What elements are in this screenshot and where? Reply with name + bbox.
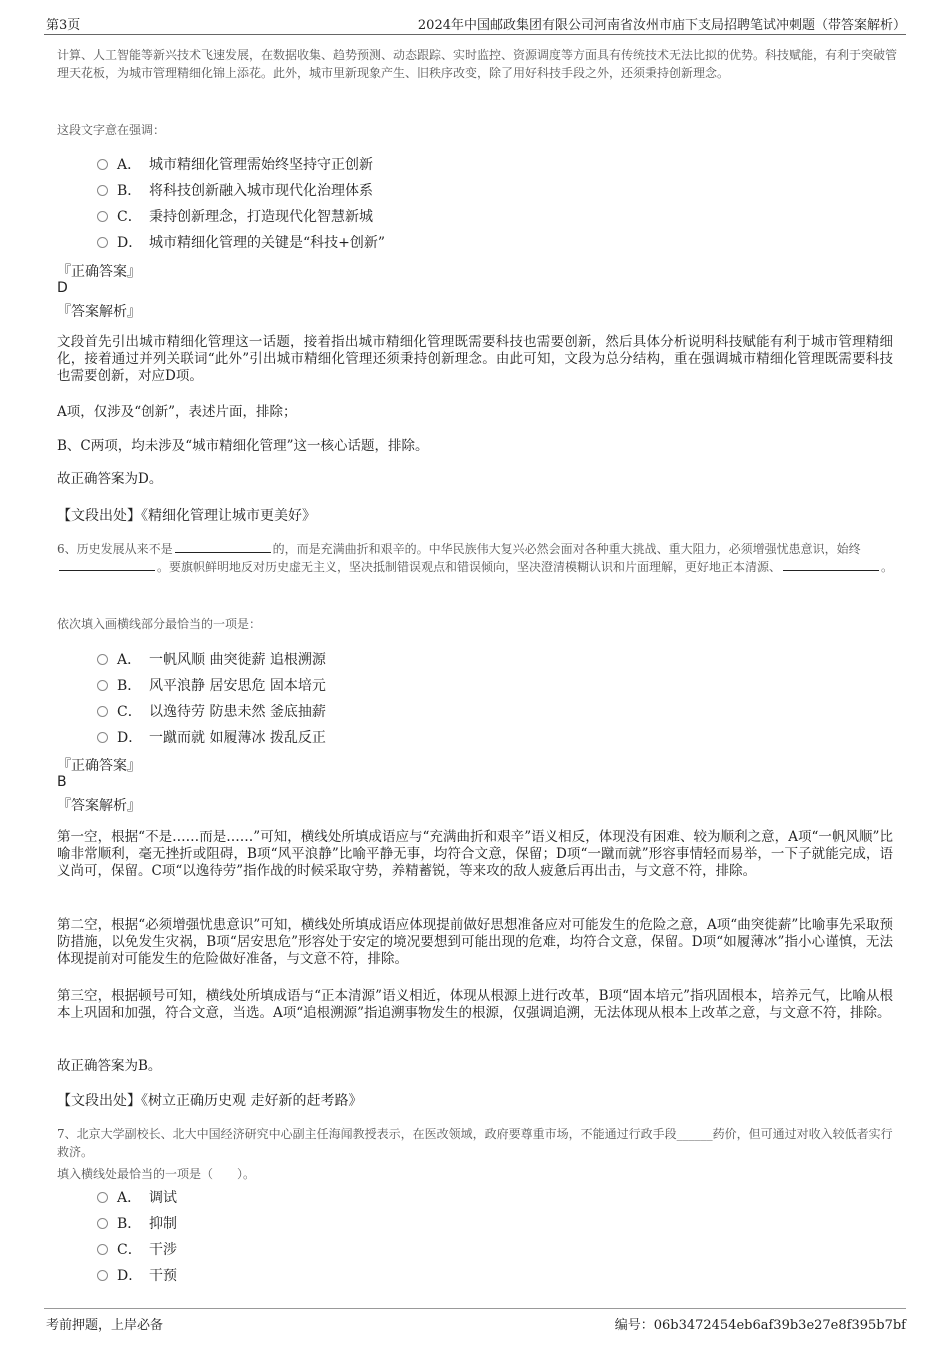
q6-option-c[interactable] xyxy=(97,700,326,722)
q5-analysis-label: 『答案解析』 xyxy=(57,304,141,320)
q6-analysis-p2: 第二空，根据“必须增强忧患意识”可知，横线处所填成语应体现提前做好思想准备应对可能发生的危险之意，A项“曲突徙薪”比喻事先采取预防措施，以免发生灾祸，B项“居安思危”形容处于安定的境况要想到可能出现的危难，均符合文意，保留。D项“如履薄冰”指小心谨慎，无法体现提前对可能发生的危险做好准备，与文意不符，排除。 xyxy=(57,917,893,967)
option-letter: C． xyxy=(117,1242,142,1258)
option-letter: C． xyxy=(117,209,142,225)
q5-analysis-p3: B、C两项，均未涉及“城市精细化管理”这一核心话题，排除。 xyxy=(57,438,429,454)
page-header xyxy=(0,0,950,36)
q5-option-c[interactable] xyxy=(97,205,373,227)
q5-prompt: 这段文字意在强调： xyxy=(57,123,166,137)
q6-stem-part3: 。要旗帜鲜明地反对历史虚无主义，坚决抵制错误观点和错误倾向，坚决澄清模糊认识和片面理解，更好地正本清源、 xyxy=(157,560,782,574)
option-letter: D． xyxy=(117,730,143,746)
option-text: 抑制 xyxy=(149,1216,177,1232)
radio-icon[interactable] xyxy=(97,732,108,743)
option-text: 风平浪静 居安思危 固本培元 xyxy=(149,678,326,694)
radio-icon[interactable] xyxy=(97,159,108,170)
option-letter: D． xyxy=(117,235,143,251)
option-text: 城市精细化管理的关键是“科技+创新” xyxy=(149,235,386,251)
option-text: 一帆风顺 曲突徙薪 追根溯源 xyxy=(149,652,326,668)
option-letter: A． xyxy=(117,1190,142,1206)
page-number: 第3页 xyxy=(46,18,81,33)
radio-icon[interactable] xyxy=(97,680,108,691)
option-letter: A． xyxy=(117,157,142,173)
footer-divider xyxy=(44,1308,906,1309)
q6-stem-part4: 。 xyxy=(881,560,894,574)
q6-analysis-p4: 故正确答案为B。 xyxy=(57,1058,162,1074)
q6-stem-part1: 6、历史发展从来不是 xyxy=(57,542,173,556)
q5-analysis-p1: 文段首先引出城市精细化管理这一话题，接着指出城市精细化管理既需要科技也需要创新，然后具体分析说明科技赋能有利于城市管理精细化，接着通过并列关联词“此外”引出城市精细化管理还须秉持创新理念。由此可知，文段为总分结构，重在强调城市精细化管理既需要科技也需要创新，对应D项。 xyxy=(57,334,893,384)
q6-analysis-p3: 第三空，根据顿号可知，横线处所填成语与“正本清源”语义相近，体现从根源上进行改革，B项“固本培元”指巩固根本，培养元气，比喻从根本上巩固和加强，符合文意，当选。A项“追根溯源”指追溯事物发生的根源，仅强调追溯，无法体现从根本上改革之意，与文意不符，排除。 xyxy=(57,988,893,1021)
q5-option-a[interactable] xyxy=(97,153,373,175)
radio-icon[interactable] xyxy=(97,185,108,196)
q6-analysis-label: 『答案解析』 xyxy=(57,798,141,814)
q7-option-c[interactable] xyxy=(97,1238,177,1260)
q7-option-a[interactable] xyxy=(97,1186,177,1208)
q6-option-a[interactable] xyxy=(97,648,326,670)
q5-source: 【文段出处】《精细化管理让城市更美好》 xyxy=(57,508,316,524)
option-text: 以逸待劳 防患未然 釜底抽薪 xyxy=(149,704,326,720)
option-letter: B． xyxy=(117,1216,142,1232)
radio-icon[interactable] xyxy=(97,211,108,222)
option-letter: D． xyxy=(117,1268,143,1284)
q6-prompt: 依次填入画横线部分最恰当的一项是： xyxy=(57,617,262,631)
option-text: 将科技创新融入城市现代化治理体系 xyxy=(149,183,373,199)
option-letter: B． xyxy=(117,183,142,199)
option-letter: B． xyxy=(117,678,142,694)
option-text: 干涉 xyxy=(149,1242,177,1258)
option-text: 一蹴而就 如履薄冰 拨乱反正 xyxy=(149,730,326,746)
q5-option-d[interactable] xyxy=(97,231,385,253)
radio-icon[interactable] xyxy=(97,654,108,665)
radio-icon[interactable] xyxy=(97,1244,108,1255)
document-title: 2024年中国邮政集团有限公司河南省汝州市庙下支局招聘笔试冲刺题（带答案解析） xyxy=(417,18,906,33)
q7-prompt: 填入横线处最恰当的一项是（ ）。 xyxy=(57,1167,256,1181)
q5-analysis-p2: A项，仅涉及“创新”，表述片面，排除； xyxy=(57,404,297,420)
q5-stem: 计算、人工智能等新兴技术飞速发展，在数据收集、趋势预测、动态跟踪、实时监控、资源调度等方面具有传统技术无法比拟的优势。科技赋能，有利于突破管理天花板，为城市管理精细化锦上添花。此外，城市里新现象产生、旧秩序改变，除了用好科技手段之外，还须秉持创新理念。 xyxy=(57,48,898,80)
option-text: 干预 xyxy=(149,1268,177,1284)
q6-answer: B xyxy=(57,774,67,790)
radio-icon[interactable] xyxy=(97,1270,108,1281)
q6-source: 【文段出处】《树立正确历史观 走好新的赶考路》 xyxy=(57,1093,363,1109)
q6-blank-2 xyxy=(59,560,155,571)
option-text: 调试 xyxy=(149,1190,177,1206)
option-letter: A． xyxy=(117,652,142,668)
radio-icon[interactable] xyxy=(97,706,108,717)
q5-answer: D xyxy=(57,280,68,296)
q6-stem-part2: 的，而是充满曲折和艰辛的。中华民族伟大复兴必然会面对各种重大挑战、重大阻力，必须增强忧患意识，始终 xyxy=(272,542,861,556)
q5-analysis-p4: 故正确答案为D。 xyxy=(57,471,163,487)
option-letter: C． xyxy=(117,704,142,720)
q7-stem: 7、北京大学副校长、北大中国经济研究中心副主任海闻教授表示，在医改领域，政府要尊重市场，不能通过行政手段______药价，但可通过对收入较低者实行救济。 xyxy=(57,1127,893,1159)
radio-icon[interactable] xyxy=(97,1192,108,1203)
q5-option-b[interactable] xyxy=(97,179,373,201)
q7-option-b[interactable] xyxy=(97,1212,177,1234)
q6-option-b[interactable] xyxy=(97,674,326,696)
q7-option-d[interactable] xyxy=(97,1264,177,1286)
q6-blank-1 xyxy=(175,542,271,553)
q6-blank-3 xyxy=(783,560,879,571)
document-code: 编号：06b3472454eb6af39b3e27e8f395b7bf xyxy=(614,1318,906,1333)
q6-analysis-p1: 第一空，根据“不是……而是……”可知，横线处所填成语应与“充满曲折和艰辛”语义相反，体现没有困难、较为顺利之意，A项“一帆风顺”比喻非常顺利，毫无挫折或阻碍，B项“风平浪静”比喻平静无事，均符合文意，保留；D项“一蹴而就”形容事情轻而易举，一下子就能完成，语义尚可，保留。C项“以逸待劳”指作战的时候采取守势，养精蓄锐，等来攻的敌人疲惫后再出击，与文意不符，排除。 xyxy=(57,829,893,879)
radio-icon[interactable] xyxy=(97,1218,108,1229)
footer-slogan: 考前押题，上岸必备 xyxy=(46,1318,164,1333)
q6-answer-label: 『正确答案』 xyxy=(57,758,141,774)
q6-stem xyxy=(57,540,897,576)
option-text: 城市精细化管理需始终坚持守正创新 xyxy=(149,157,373,173)
option-text: 秉持创新理念，打造现代化智慧新城 xyxy=(149,209,373,225)
q6-option-d[interactable] xyxy=(97,726,326,748)
radio-icon[interactable] xyxy=(97,237,108,248)
q5-answer-label: 『正确答案』 xyxy=(57,264,141,280)
header-divider xyxy=(44,34,906,35)
